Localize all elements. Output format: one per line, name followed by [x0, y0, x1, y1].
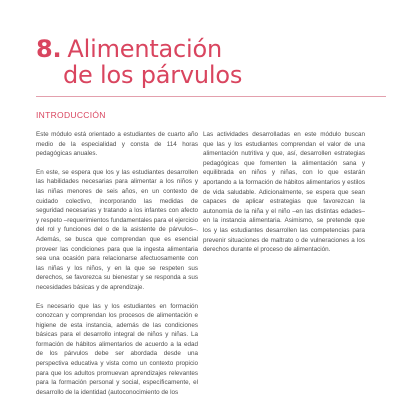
- paragraph: Este módulo está orientado a estudiantes de cuarto año medio de la especialidad y consta de 114 horas pedagógicas anuales.: [36, 131, 198, 158]
- chapter-title-line-2: de los párvulos: [63, 61, 243, 89]
- paragraph: Es necesario que las y los estudiantes en formación conozcan y comprendan los procesos de alimentación e higiene de esta instancia, además de las condiciones básicas para el desarrollo integral de niños y niñas. La formación de hábitos alimentarios de acuerdo a la edad de los párvulos debe ser abordada desde una perspectiva educativa y vista como un contexto propicio para que los adultos promuevan aprendizajes relevantes para la formación personal y social, específicamente, el desarrollo de la identidad (autoconocimiento de los: [36, 302, 198, 396]
- right-text-column: [203, 130, 365, 264]
- chapter-title: [36, 36, 366, 88]
- title-divider: [36, 96, 386, 97]
- chapter-number: 8.: [36, 35, 62, 63]
- paragraph: En este, se espera que los y las estudiantes desarrollen las habilidades necesarias para alimentar a los niños y las niñas menores de seis años, en un contexto de cuidado colectivo, incorporando las medidas de seguridad necesarias y tratando a los infantes con afecto y respeto –requerimientos fundamentales para el ejercicio del rol y funciones del o de la asistente de párvulos–. Además, se busca que comprendan que es esencial proveer las condiciones para que la ingesta alimentaria sea una ocasión para relacionarse afectuosamente con las niñas y los niños, y en la que se respeten sus derechos, se favorezca su bienestar y se responda a sus necesidades básicas y de aprendizaje.: [36, 168, 198, 291]
- paragraph: Las actividades desarrolladas en este módulo buscan que las y los estudiantes comprendan el valor de una alimentación nutritiva y que, así, desarrollen estrategias pedagógicas que fomenten la alimentación sana y equilibrada en niños y niñas, con lo que estarán aportando a la formación de hábitos alimentarios y estilos de vida saludable. Adicionalmente, se espera que sean capaces de aplicar estrategias que favorezcan la autonomía de la niña y el niño –en las distintas edades– en la instancia alimentaria. Asimismo, se pretende que los y las estudiantes desarrollen las competencias para prevenir situaciones de maltrato o de vulneraciones a los derechos durante el proceso de alimentación.: [203, 131, 365, 254]
- section-heading: INTRODUCCIÓN: [36, 110, 106, 120]
- chapter-title-line-1: Alimentación: [67, 35, 223, 63]
- left-text-column: [36, 130, 198, 406]
